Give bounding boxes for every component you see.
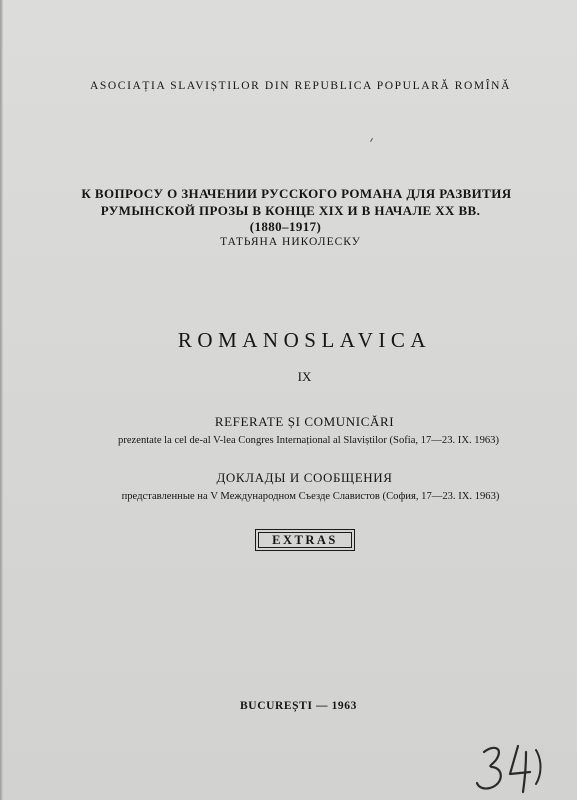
page-edge-shadow: [0, 0, 3, 800]
russian-section-subtitle: представленные на V Международном Съезде Славистов (София, 17—23. IX. 1963): [121, 491, 500, 502]
article-author: ТАТЬЯНА НИКОЛЕСКУ: [220, 236, 361, 248]
imprint-city-year: BUCUREȘTI — 1963: [240, 700, 357, 712]
page-speck: [370, 138, 373, 142]
series-volume: IX: [297, 369, 312, 384]
article-years: (1880–1917): [249, 219, 322, 234]
romanian-section-heading: REFERATE ȘI COMUNICĂRI: [214, 414, 395, 429]
organization-name: ASOCIAȚIA SLAVIȘTILOR DIN REPUBLICA POPULARĂ ROMÎNĂ: [90, 80, 511, 92]
handwritten-number-mark: [470, 740, 550, 795]
series-title: ROMANOSLAVICA: [177, 328, 432, 352]
article-title-line-2: РУМЫНСКОЙ ПРОЗЫ В КОНЦЕ XIX И В НАЧАЛЕ XX ВВ.: [100, 203, 481, 218]
romanian-section-subtitle: prezentate la cel de-al V-lea Congres Internațional al Slaviștilor (Sofia, 17—23. IX. 1963): [118, 435, 499, 446]
russian-section-heading: ДОКЛАДЫ И СООБЩЕНИЯ: [216, 470, 393, 485]
extras-label-box: [255, 529, 355, 551]
article-title-line-1: К ВОПРОСУ О ЗНАЧЕНИИ РУССКОГО РОМАНА ДЛЯ РАЗВИТИЯ: [81, 186, 512, 201]
extras-label: EXTRAS: [272, 532, 338, 547]
